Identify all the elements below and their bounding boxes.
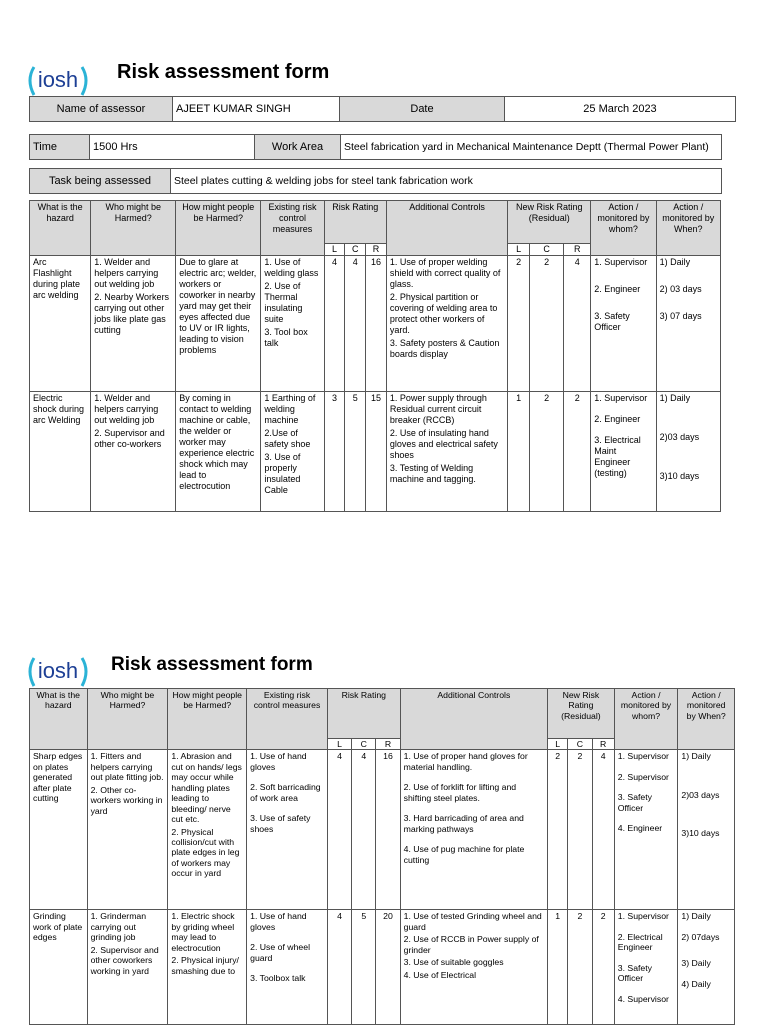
who-cell	[91, 391, 176, 511]
how-cell: By coming in contact to welding machine or cable, the welder or worker may experience electric shock which may lead to electrocution	[176, 391, 261, 511]
sub-r: R	[592, 739, 614, 750]
hazard-cell: Grinding work of plate edges	[30, 910, 88, 1025]
risk-r: 15	[366, 391, 387, 511]
sub-r: R	[564, 244, 591, 256]
list-item: 2. Engineer	[594, 413, 641, 424]
list-item: 2.Use of safety shoe	[264, 427, 311, 449]
table-row	[30, 910, 735, 1025]
hazard-cell: Sharp edges on plates generated after plate cutting	[30, 750, 88, 910]
page-title: Risk assessment form	[117, 61, 330, 83]
risk-r: 16	[376, 750, 400, 910]
new-risk-r: 2	[592, 910, 614, 1025]
sub-l: L	[327, 739, 351, 750]
existing-cell	[261, 255, 324, 391]
sub-l: L	[324, 244, 345, 256]
list-item: 2. Nearby Workers carrying out other jobs like plate gas cutting	[94, 291, 170, 335]
task-label: Task being assessed	[30, 169, 171, 194]
list-item: 1. Abrasion and cut on hands/ legs may occur while handling plates leading to bleeding/ nerve cut etc.	[171, 751, 242, 825]
whom-cell	[591, 391, 656, 511]
list-item: 4. Engineer	[617, 823, 663, 834]
list-item: 2. Electrical Engineer	[617, 931, 663, 953]
list-item: 2)03 days	[681, 789, 720, 800]
additional-cell	[400, 750, 547, 910]
list-item: 2. Soft barricading of work area	[250, 782, 321, 803]
page-title: Risk assessment form	[111, 654, 313, 675]
how-cell	[168, 750, 247, 910]
list-item: 1 Earthing of welding machine	[264, 392, 316, 425]
work-area-label: Work Area	[255, 135, 341, 160]
list-item: 1. Supervisor	[617, 751, 669, 762]
list-item: 1. Power supply through Residual current circuit breaker (RCCB)	[389, 392, 487, 425]
risk-l: 3	[324, 391, 345, 511]
sub-c: C	[568, 739, 592, 750]
list-item: 3. Safety posters & Caution boards display	[389, 337, 500, 359]
col-hazard: What is the hazard	[30, 201, 91, 256]
time-label: Time	[30, 135, 90, 160]
list-item: 3) Daily	[681, 958, 711, 969]
new-risk-c: 2	[530, 255, 564, 391]
sub-c: C	[352, 739, 376, 750]
additional-cell	[386, 255, 507, 391]
col-new-risk: New Risk Rating (Residual)	[548, 689, 615, 739]
risk-l: 4	[327, 750, 351, 910]
risk-c: 5	[345, 391, 366, 511]
sub-r: R	[376, 739, 400, 750]
how-cell: Due to glare at electric arc; welder, workers or coworker in nearby yard may get their eyes affected due to UV or IR lights, leading to vision problems	[176, 255, 261, 391]
list-item: 1. Welder and helpers carrying out welding job	[94, 256, 159, 289]
col-who: Who might be Harmed?	[87, 689, 168, 750]
col-existing: Existing risk control measures	[247, 689, 328, 750]
list-item: 1. Supervisor	[594, 256, 648, 267]
additional-cell	[400, 910, 547, 1025]
list-item: 3. Use of suitable goggles	[403, 957, 504, 968]
who-cell	[87, 910, 168, 1025]
list-item: 3. Electrical Maint Engineer (testing)	[594, 434, 641, 478]
date-value: 25 March 2023	[505, 97, 736, 122]
list-item: 4. Supervisor	[617, 993, 669, 1004]
list-item: 2. Physical partition or covering of welding area to protect other workers of yard.	[389, 291, 498, 335]
when-cell	[656, 255, 720, 391]
table-row	[30, 391, 721, 511]
list-item: 1) Daily	[681, 911, 711, 922]
risk-l: 4	[324, 255, 345, 391]
col-how: How might people be Harmed?	[176, 201, 261, 256]
work-area-value: Steel fabrication yard in Mechanical Maintenance Deptt (Thermal Power Plant)	[341, 135, 722, 160]
col-action-when: Action / monitored by When?	[678, 689, 735, 750]
when-cell	[678, 910, 735, 1025]
list-item: 1. Fitters and helpers carrying out plate fitting job.	[90, 751, 164, 783]
list-item: 2. Physical injury/ smashing due to	[171, 955, 239, 976]
risk-c: 4	[345, 255, 366, 391]
list-item: 1) Daily	[681, 751, 711, 762]
when-cell	[678, 750, 735, 910]
col-existing: Existing risk control measures	[261, 201, 324, 256]
risk-r: 16	[366, 255, 387, 391]
list-item: 2) 03 days	[659, 283, 702, 294]
col-action-whom: Action / monitored by whom?	[614, 689, 678, 750]
col-new-risk: New Risk Rating (Residual)	[508, 201, 591, 244]
risk-c: 5	[352, 910, 376, 1025]
list-item: 1. Use of welding glass	[264, 256, 319, 278]
new-risk-r: 2	[564, 391, 591, 511]
list-item: 2) 07days	[681, 931, 720, 942]
additional-cell	[386, 391, 507, 511]
list-item: 1) Daily	[659, 256, 691, 267]
col-how: How might people be Harmed?	[168, 689, 247, 750]
list-item: 3)10 days	[659, 470, 700, 481]
risk-table-page2	[29, 688, 735, 1025]
new-risk-c: 2	[568, 750, 592, 910]
list-item: 3. Use of safety shoes	[250, 813, 311, 834]
risk-c: 4	[352, 750, 376, 910]
task-table	[29, 168, 722, 194]
list-item: 3. Safety Officer	[617, 792, 653, 813]
assessor-label: Name of assessor	[30, 97, 173, 122]
new-risk-l: 1	[508, 391, 530, 511]
col-additional: Additional Controls	[386, 201, 507, 256]
list-item: 3. Tool box talk	[264, 326, 308, 348]
new-risk-c: 2	[530, 391, 564, 511]
sub-c: C	[345, 244, 366, 256]
list-item: 1. Grinderman carrying out grinding job	[90, 911, 147, 943]
list-item: 1. Use of hand gloves	[250, 751, 307, 772]
list-item: 2. Use of insulating hand gloves and electrical safety shoes	[389, 427, 498, 460]
table-row	[30, 255, 721, 391]
list-item: 2. Physical collision/cut with plate edges in leg of workers may occur in yard	[171, 826, 240, 879]
col-action-whom: Action / monitored by whom?	[591, 201, 656, 256]
list-item: 4. Use of pug machine for plate cutting	[403, 844, 525, 865]
list-item: 2. Use of wheel guard	[250, 942, 311, 963]
list-item: 3. Use of properly insulated Cable	[264, 451, 301, 495]
col-who: Who might be Harmed?	[91, 201, 176, 256]
time-area-table	[29, 134, 722, 160]
sub-r: R	[366, 244, 387, 256]
list-item: 2. Supervisor	[617, 771, 669, 782]
hazard-cell: Electric shock during arc Welding	[30, 391, 91, 511]
list-item: 1. Use of proper welding shield with correct quality of glass.	[389, 256, 501, 289]
iosh-logo	[24, 59, 94, 101]
whom-cell	[614, 910, 678, 1025]
when-cell	[656, 391, 720, 511]
table-row	[30, 750, 735, 910]
list-item: 2. Use of Thermal insulating suite	[264, 280, 303, 324]
list-item: 1) Daily	[659, 392, 691, 403]
sub-l: L	[508, 244, 530, 256]
new-risk-c: 2	[568, 910, 592, 1025]
time-value: 1500 Hrs	[90, 135, 255, 160]
new-risk-l: 2	[508, 255, 530, 391]
list-item: 2. Supervisor and other coworkers working in yard	[90, 944, 159, 976]
risk-table-page1	[29, 200, 721, 512]
hazard-cell: Arc Flashlight during plate arc welding	[30, 255, 91, 391]
assessor-table	[29, 96, 736, 122]
list-item: 3. Hard barricading of area and marking pathways	[403, 813, 524, 834]
list-item: 2. Other co-workers working in yard	[90, 784, 163, 816]
risk-r: 20	[376, 910, 400, 1025]
list-item: 2. Supervisor and other co-workers	[94, 427, 165, 449]
sub-l: L	[548, 739, 568, 750]
list-item: 1. Supervisor	[594, 392, 648, 403]
col-risk-rating: Risk Rating	[327, 689, 400, 739]
list-item: 3. Safety Officer	[594, 310, 630, 332]
how-cell	[168, 910, 247, 1025]
list-item: 1. Electric shock by griding wheel may lead to electrocution	[171, 911, 235, 953]
list-item: 4. Use of Electrical	[403, 969, 477, 980]
whom-cell	[591, 255, 656, 391]
list-item: 1. Use of proper hand gloves for material handling.	[403, 751, 528, 772]
who-cell	[87, 750, 168, 910]
assessor-value: AJEET KUMAR SINGH	[173, 97, 340, 122]
new-risk-r: 4	[592, 750, 614, 910]
list-item: 3. Testing of Welding machine and tagging.	[389, 462, 476, 484]
list-item: 1. Supervisor	[617, 911, 669, 922]
list-item: 2. Use of forklift for lifting and shifting steel plates.	[403, 782, 517, 803]
task-value: Steel plates cutting & welding jobs for steel tank fabrication work	[171, 169, 722, 194]
iosh-logo	[24, 650, 94, 692]
new-risk-l: 1	[548, 910, 568, 1025]
col-risk-rating: Risk Rating	[324, 201, 386, 244]
list-item: 1. Welder and helpers carrying out welding job	[94, 392, 159, 425]
existing-cell	[247, 750, 328, 910]
list-item: 2. Engineer	[594, 283, 641, 294]
who-cell	[91, 255, 176, 391]
list-item: 1. Use of hand gloves	[250, 911, 307, 932]
risk-l: 4	[327, 910, 351, 1025]
list-item: 3)10 days	[681, 828, 720, 839]
new-risk-r: 4	[564, 255, 591, 391]
list-item: 2. Use of RCCB in Power supply of grinder	[403, 934, 539, 955]
list-item: 3) 07 days	[659, 310, 702, 321]
list-item: 4) Daily	[681, 978, 711, 989]
logo-text: iosh	[37, 67, 79, 92]
logo-text: iosh	[37, 658, 79, 683]
existing-cell	[247, 910, 328, 1025]
list-item: 2)03 days	[659, 431, 700, 442]
date-label: Date	[340, 97, 505, 122]
col-hazard: What is the hazard	[30, 689, 88, 750]
new-risk-l: 2	[548, 750, 568, 910]
existing-cell	[261, 391, 324, 511]
list-item: 3. Safety Officer	[617, 962, 653, 984]
list-item: 1. Use of tested Grinding wheel and guard	[403, 911, 542, 932]
col-action-when: Action / monitored by When?	[656, 201, 720, 256]
col-additional: Additional Controls	[400, 689, 547, 750]
sub-c: C	[530, 244, 564, 256]
list-item: 3. Toolbox talk	[250, 973, 306, 984]
whom-cell	[614, 750, 678, 910]
